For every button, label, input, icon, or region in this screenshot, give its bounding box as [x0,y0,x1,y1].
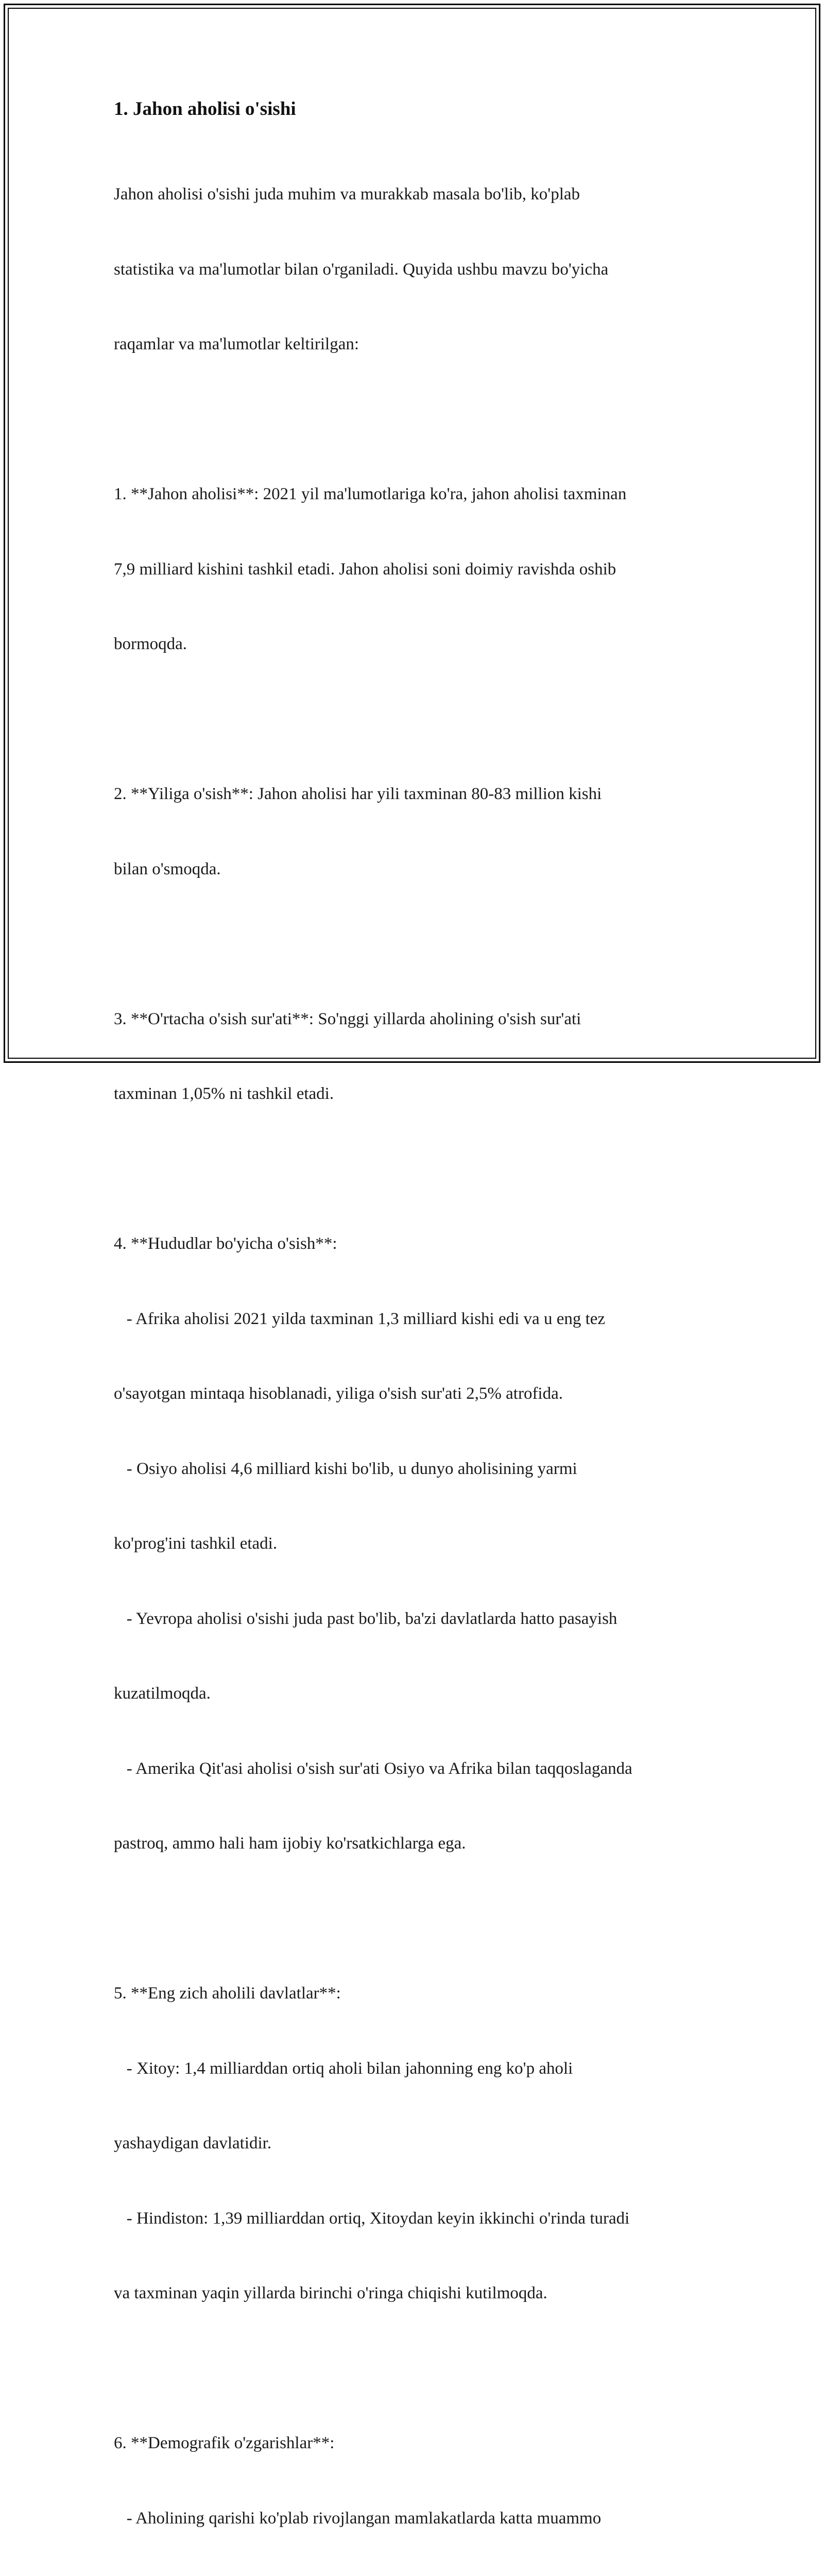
list-item-3 [114,957,711,1157]
text-line: - Xitoy: 1,4 milliarddan ortiq aholi bilan jahonning eng ko'p aholi [114,2059,573,2078]
list-item-4 [114,1181,711,1906]
text-line: bilan o'smoqda. [114,859,221,878]
document-body [114,97,711,2576]
list-item-5 [114,1931,711,2356]
text-line: 5. **Eng zich aholili davlatlar**: [114,1984,341,2003]
text-line: 2. **Yiliga o'sish**: Jahon aholisi har yili taxminan 80-83 million kishi [114,785,602,803]
text-line: 6. **Demografik o'zgarishlar**: [114,2434,335,2452]
document-heading: 1. Jahon aholisi o'sishi [114,98,296,120]
text-line: - Osiyo aholisi 4,6 milliard kishi bo'lib, u dunyo aholisining yarmi [114,1459,577,1478]
text-line: - Yevropa aholisi o'sishi juda past bo'lib, ba'zi davlatlarda hatto pasayish [114,1609,617,1628]
text-line: - Afrika aholisi 2021 yilda taxminan 1,3 milliard kishi edi va u eng tez [114,1309,606,1328]
text-line: statistika va ma'lumotlar bilan o'rganiladi. Quyida ushbu mavzu bo'yicha [114,260,609,279]
text-line: 4. **Hududlar bo'yicha o'sish**: [114,1234,337,1253]
text-line: - Hindiston: 1,39 milliarddan ortiq, Xitoydan keyin ikkinchi o'rinda turadi [114,2209,630,2228]
list-item-6 [114,2381,711,2576]
text-line: pastroq, ammo hali ham ijobiy ko'rsatkichlarga ega. [114,1834,466,1853]
text-line: - Amerika Qit'asi aholisi o'sish sur'ati Osiyo va Afrika bilan taqqoslaganda [114,1759,632,1778]
list-item-2 [114,732,711,931]
text-line: kuzatilmoqda. [114,1684,211,1703]
text-line: o'sayotgan mintaqa hisoblanadi, yiliga o'sish sur'ati 2,5% atrofida. [114,1384,563,1403]
list-item-1 [114,432,711,707]
text-line: 1. **Jahon aholisi**: 2021 yil ma'lumotlariga ko'ra, jahon aholisi taxminan [114,485,627,503]
text-line: raqamlar va ma'lumotlar keltirilgan: [114,335,359,353]
intro-paragraph [114,132,711,407]
text-line: yashaydigan davlatidir. [114,2134,272,2153]
text-line: ko'prog'ini tashkil etadi. [114,1534,278,1553]
text-line: Jahon aholisi o'sishi juda muhim va murakkab masala bo'lib, ko'plab [114,185,580,204]
text-line: 3. **O'rtacha o'sish sur'ati**: So'nggi yillarda aholining o'sish sur'ati [114,1009,581,1028]
text-line: taxminan 1,05% ni tashkil etadi. [114,1084,334,1103]
text-line: va taxminan yaqin yillarda birinchi o'ringa chiqishi kutilmoqda. [114,2284,547,2302]
text-line: - Aholining qarishi ko'plab rivojlangan mamlakatlarda katta muammo [114,2509,602,2528]
text-line: bormoqda. [114,635,187,653]
text-line: 7,9 milliard kishini tashkil etadi. Jahon aholisi soni doimiy ravishda oshib [114,560,616,579]
